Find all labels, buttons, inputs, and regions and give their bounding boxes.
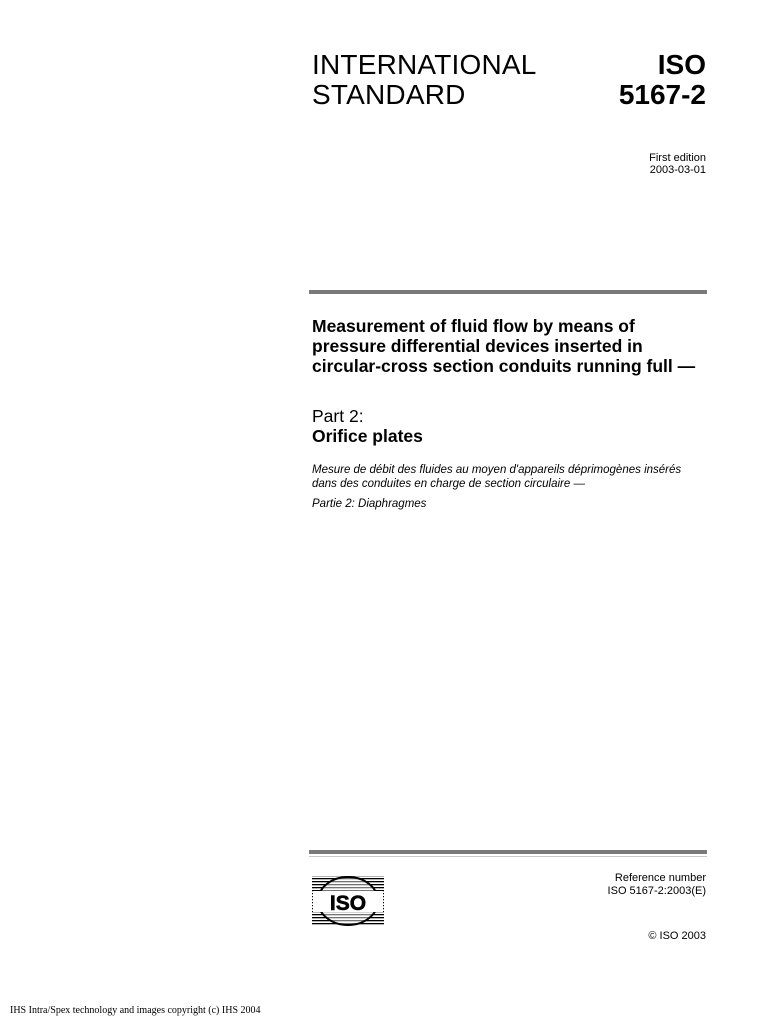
- standard-number: 5167-2: [618, 79, 706, 110]
- document-type-line2: STANDARD: [312, 79, 466, 110]
- reference-label: Reference number: [614, 872, 706, 884]
- part-name: Orifice plates: [312, 426, 423, 446]
- iso-logo-icon: [309, 872, 387, 930]
- french-title: Mesure de débit des fluides au moyen d'appareils déprimogènes insérés dans des conduites en charge de section circulaire —: [312, 464, 682, 490]
- reference-number: ISO 5167-2:2003(E): [607, 885, 706, 897]
- reference-info: [608, 872, 706, 898]
- standard-identifier: [619, 50, 706, 110]
- bottom-divider-shadow: [309, 856, 707, 857]
- document-type-line1: INTERNATIONAL: [312, 49, 537, 80]
- document-title: Measurement of fluid flow by means of pressure differential devices inserted in circular-cross section conduits running full —: [312, 316, 696, 376]
- top-divider: [309, 290, 707, 294]
- iso-label: ISO: [657, 49, 706, 80]
- part-number: Part 2:: [312, 406, 364, 426]
- bottom-divider: [309, 850, 707, 854]
- copyright-notice: © ISO 2003: [648, 930, 706, 942]
- iso-logo-text: ISO: [329, 892, 367, 915]
- edition-label: First edition: [649, 152, 706, 164]
- document-type: [312, 50, 537, 110]
- footer-notice: IHS Intra/Spex technology and images copyright (c) IHS 2004: [10, 1005, 261, 1016]
- edition-date: 2003-03-01: [649, 164, 706, 176]
- french-part: Partie 2: Diaphragmes: [312, 498, 427, 510]
- edition-info: [649, 152, 706, 176]
